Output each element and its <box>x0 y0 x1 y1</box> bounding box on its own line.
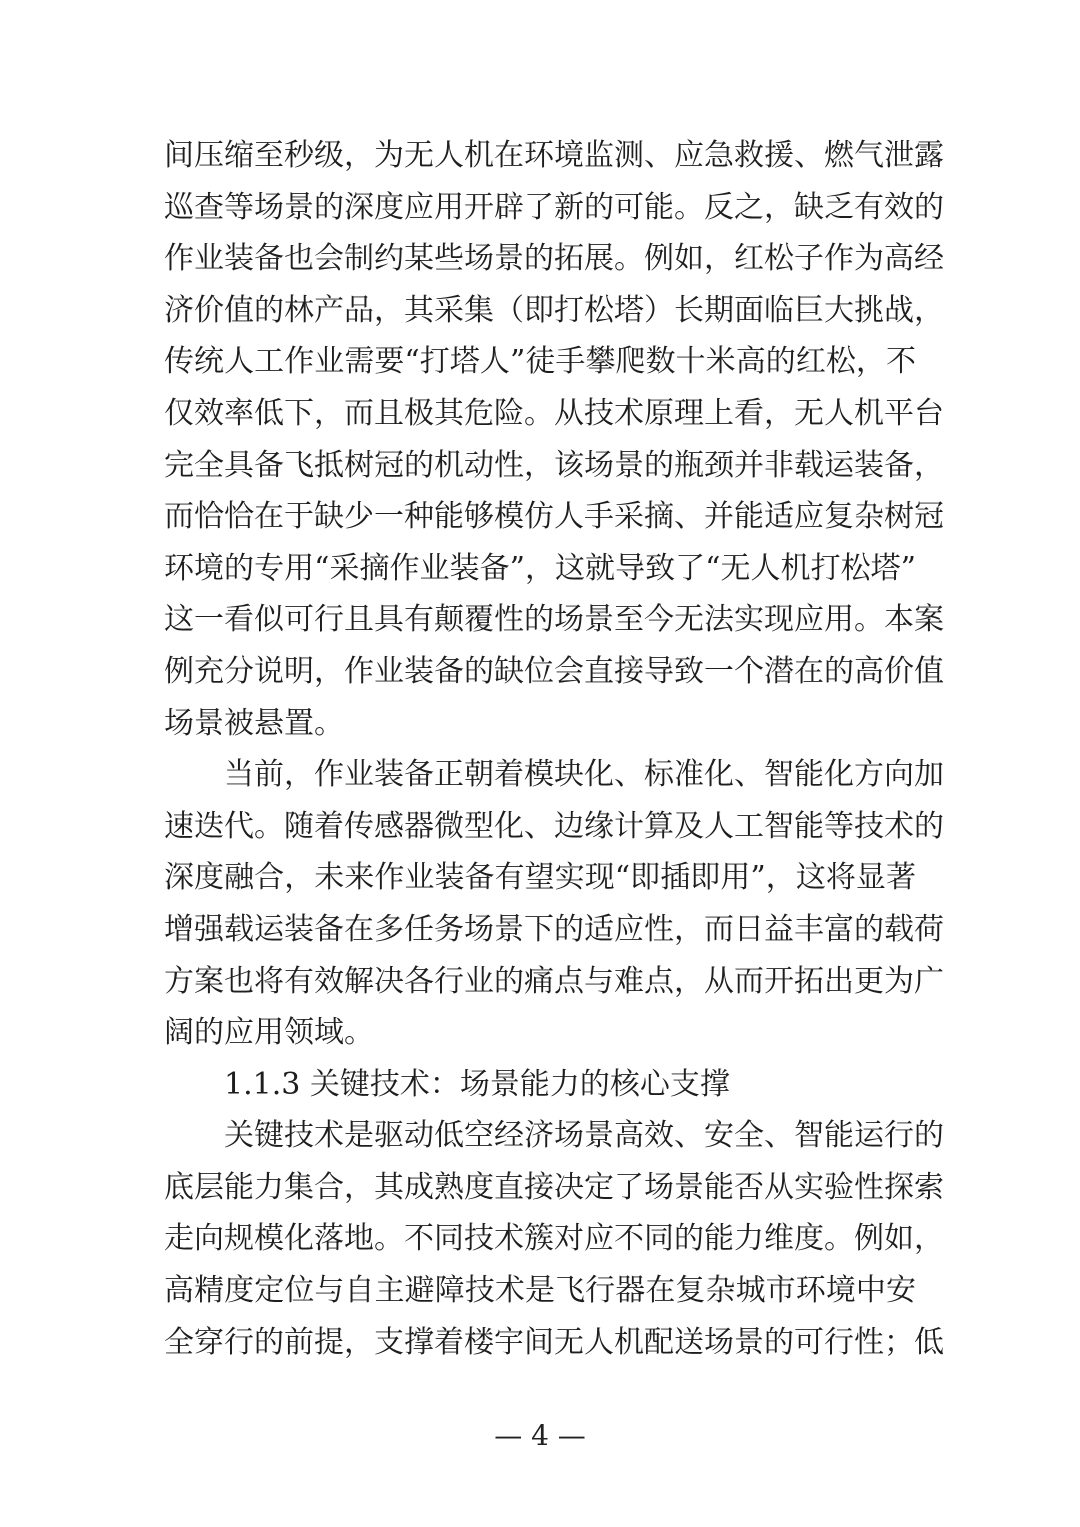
text-line: 高精度定位与自主避障技术是飞行器在复杂城市环境中安 <box>164 1273 916 1309</box>
page-number: — 4 — <box>494 1419 586 1452</box>
text-line: 作业装备也会制约某些场景的拓展。例如，红松子作为高经 <box>164 241 944 277</box>
paragraph-start-line: 当前，作业装备正朝着模块化、标准化、智能化方向加 <box>224 757 944 793</box>
text-line: 而恰恰在于缺少一种能够模仿人手采摘、并能适应复杂树冠 <box>164 499 944 535</box>
text-line: 仅效率低下，而且极其危险。从技术原理上看，无人机平台 <box>164 395 944 431</box>
text-line: 速迭代。随着传感器微型化、边缘计算及人工智能等技术的 <box>164 808 944 844</box>
text-line: 济价值的林产品，其采集（即打松塔）长期面临巨大挑战， <box>164 292 944 328</box>
paragraph-start-line: 关键技术是驱动低空经济场景高效、安全、智能运行的 <box>224 1118 944 1154</box>
text-line: 巡查等场景的深度应用开辟了新的可能。反之，缺乏有效的 <box>164 189 944 225</box>
text-line: 底层能力集合，其成熟度直接决定了场景能否从实验性探索 <box>164 1169 944 1205</box>
text-line: 全穿行的前提，支撑着楼宇间无人机配送场景的可行性；低 <box>164 1324 944 1360</box>
text-line: 增强载运装备在多任务场景下的适应性，而日益丰富的载荷 <box>164 911 944 947</box>
section-heading: 1.1.3 关键技术：场景能力的核心支撑 <box>224 1066 730 1102</box>
text-line: 传统人工作业需要“打塔人”徒手攀爬数十米高的红松，不 <box>164 344 916 380</box>
body-text <box>164 130 944 1368</box>
text-line: 深度融合，未来作业装备有望实现“即插即用”，这将显著 <box>164 860 916 896</box>
text-line: 场景被悬置。 <box>164 705 344 741</box>
text-line: 间压缩至秒级，为无人机在环境监测、应急救援、燃气泄露 <box>164 138 944 173</box>
text-line: 走向规模化落地。不同技术簇对应不同的能力维度。例如， <box>164 1221 944 1257</box>
text-line: 例充分说明，作业装备的缺位会直接导致一个潜在的高价值 <box>164 653 944 689</box>
text-line: 环境的专用“采摘作业装备”，这就导致了“无人机打松塔” <box>164 550 916 586</box>
text-line: 完全具备飞抵树冠的机动性，该场景的瓶颈并非载运装备， <box>164 447 944 483</box>
text-line: 这一看似可行且具有颠覆性的场景至今无法实现应用。本案 <box>164 602 944 638</box>
text-line: 方案也将有效解决各行业的痛点与难点，从而开拓出更为广 <box>164 963 944 999</box>
text-line: 阔的应用领域。 <box>164 1015 374 1051</box>
